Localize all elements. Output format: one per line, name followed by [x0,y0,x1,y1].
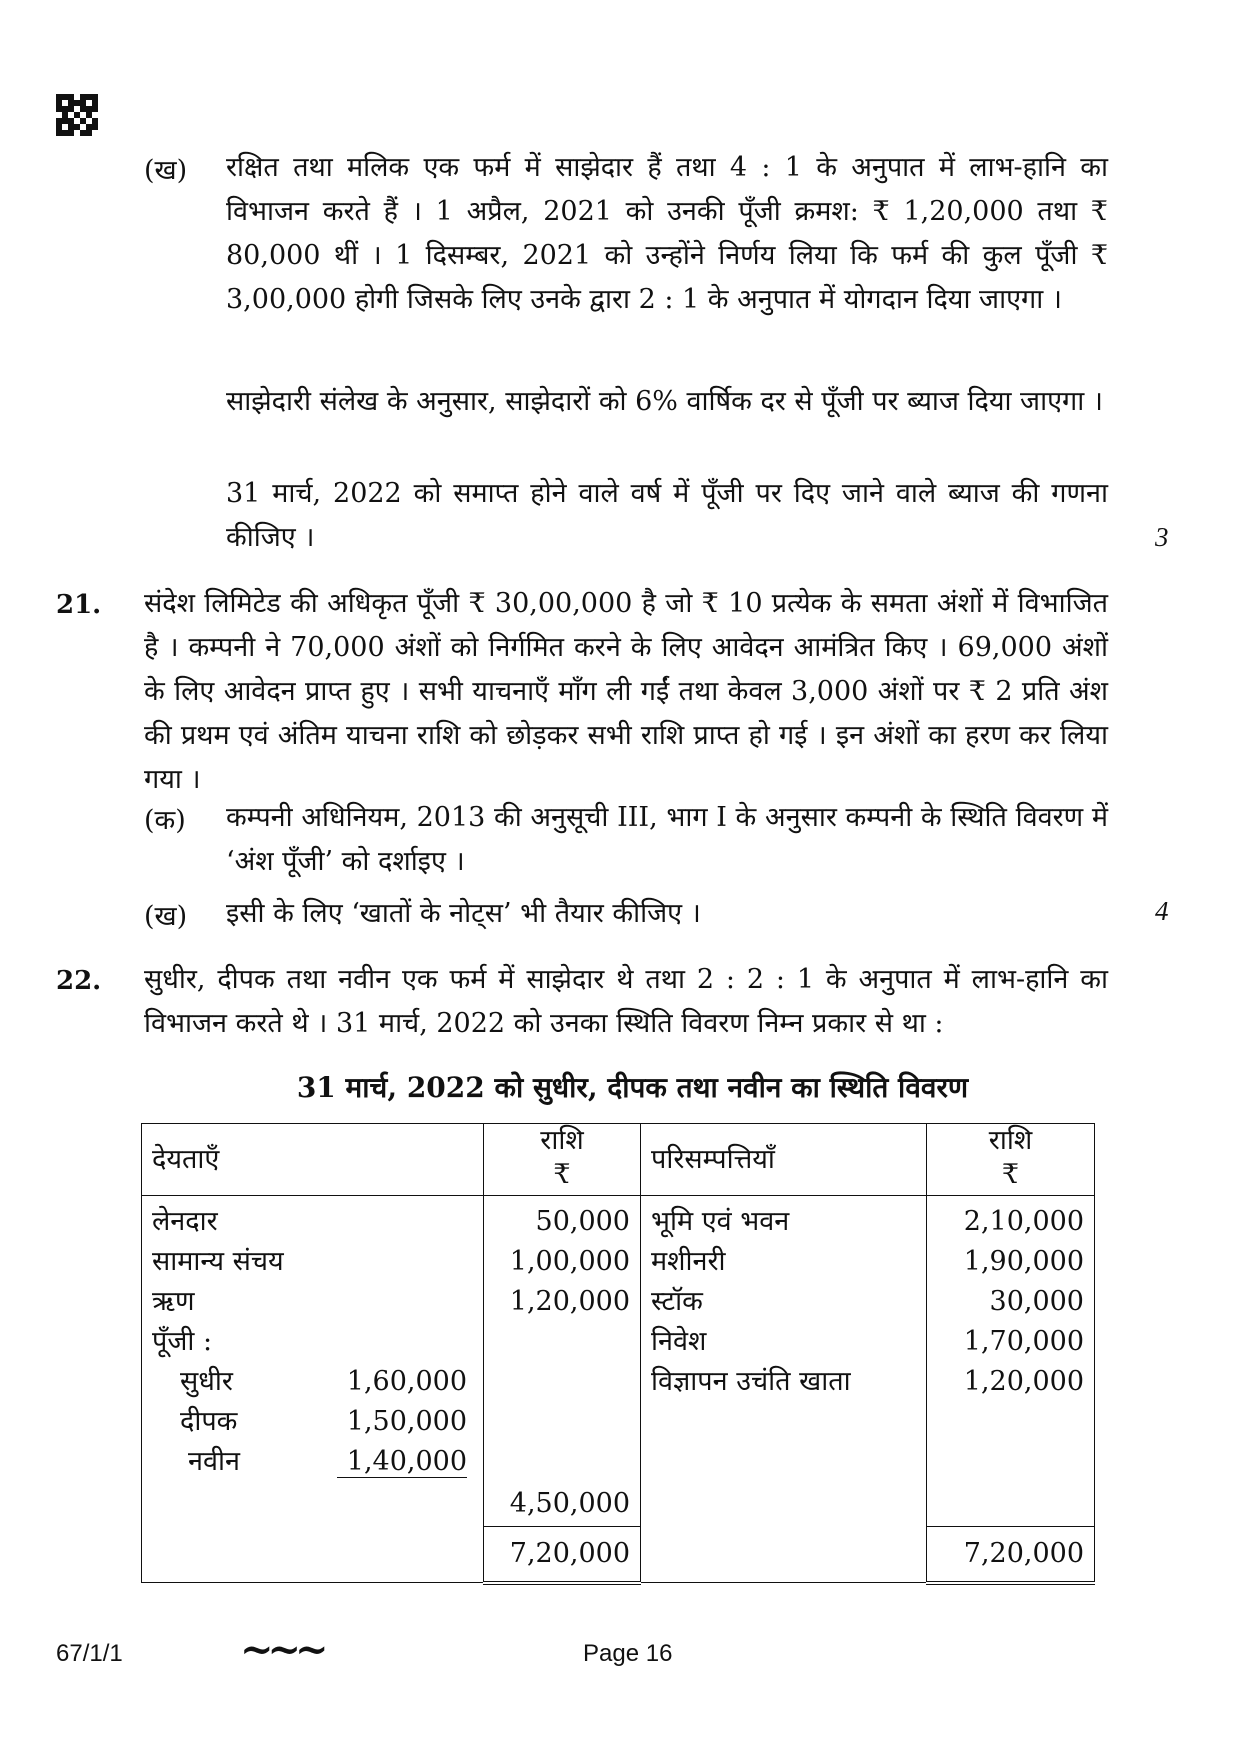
balance-sheet [141,1123,1095,1585]
asset-amount: 1,70,000 [963,1326,1084,1357]
asset-amount: 1,90,000 [963,1246,1084,1277]
total-assets: 7,20,000 [927,1527,1095,1583]
capital-name: सुधीर [180,1366,233,1397]
assets-header: परिसम्पत्तियाँ [641,1124,927,1196]
liability-loan: ऋण [152,1286,195,1317]
q21a-text: कम्पनी अधिनियम, 2013 की अनुसूची III, भाग I के अनुसार कम्पनी के स्थिति विवरण में ‘अंश पूँजी’ को दर्शाइए । [226,802,1108,877]
asset-land-building: भूमि एवं भवन [651,1206,790,1237]
assets-names [641,1196,927,1527]
q21b-text: इसी के लिए ‘खातों के नोट्स’ भी तैयार कीजिए । [226,898,701,929]
amount-label: राशि [988,1125,1033,1156]
q21b-label: (ख) [144,901,188,932]
liability-amount: 50,000 [535,1206,630,1237]
liabilities-header: देयताएँ [142,1124,484,1196]
page-number: Page 16 [583,1640,673,1667]
asset-advertisement-suspense: विज्ञापन उचंति खाता [651,1366,851,1397]
capital-amount: 1,50,000 [346,1406,467,1437]
balance-sheet-table [141,1123,1095,1585]
q21-text: संदेश लिमिटेड की अधिकृत पूँजी ₹ 30,00,000 है जो ₹ 10 प्रत्येक के समता अंशों में विभाजित है । कम्पनी ने 70,000 अंशों को निर्गमित करने के लिए आवेदन आमंत्रित किए । 69,000 अंशों के लिए आवेदन प्राप्त हुए । सभी याचनाएँ माँग ली गईं तथा केवल 3,000 अंशों पर ₹ 2 प्रति अंश की प्रथम एवं अंतिम याचना राशि को छोड़कर सभी राशि प्राप्त हो गई । इन अंशों का हरण कर लिया गया । [144,588,1108,795]
liability-general-reserve: सामान्य संचय [152,1246,284,1277]
capital-name: नवीन [188,1446,240,1477]
asset-machinery: मशीनरी [651,1246,726,1277]
liabilities-amount-header [484,1124,641,1196]
amount-label: राशि [540,1125,584,1156]
asset-stock: स्टॉक [651,1286,703,1317]
liability-amount: 1,00,000 [509,1246,630,1277]
q21a-label: (क) [144,805,186,836]
assets-amount-header [927,1124,1095,1196]
currency-label: ₹ [1001,1159,1020,1190]
capital-name: दीपक [180,1406,238,1437]
liability-creditors: लेनदार [152,1206,218,1237]
assets-amounts [927,1196,1095,1527]
q21-number: 21. [56,590,102,620]
capital-row-naveen [152,1442,473,1482]
liabilities-names [142,1196,484,1527]
q20b-paragraph-3: 31 मार्च, 2022 को समाप्त होने वाले वर्ष में पूँजी पर दिए जाने वाले ब्याज की गणना कीजिए । [226,478,1108,553]
liabilities-amounts [484,1196,641,1527]
capital-row-deepak [152,1402,473,1442]
total-liabilities: 7,20,000 [484,1527,641,1583]
q21-marks: 4 [1155,896,1169,926]
asset-amount: 2,10,000 [963,1206,1084,1237]
tilde-mark: ~~~ [240,1626,323,1673]
asset-amount: 1,20,000 [963,1366,1084,1397]
q22-text: सुधीर, दीपक तथा नवीन एक फर्म में साझेदार थे तथा 2 : 2 : 1 के अनुपात में लाभ-हानि का विभाजन करते थे । 31 मार्च, 2022 को उनका स्थिति विवरण निम्न प्रकार से था : [144,964,1108,1039]
liability-capital: पूँजी : [152,1326,213,1357]
q20b-marks: 3 [1155,522,1169,552]
q20b-paragraph-1: रक्षित तथा मलिक एक फर्म में साझेदार हैं तथा 4 : 1 के अनुपात में लाभ-हानि का विभाजन करते हैं । 1 अप्रैल, 2021 को उनकी पूँजी क्रमश: ₹ 1,20,000 तथा ₹ 80,000 थीं । 1 दिसम्बर, 2021 को उन्होंने निर्णय लिया कि फर्म की कुल पूँजी ₹ 3,00,000 होगी जिसके लिए उनके द्वारा 2 : 1 के अनुपात में योगदान दिया जाएगा । [226,152,1108,315]
asset-amount: 30,000 [989,1286,1084,1317]
capital-amount: 1,40,000 [337,1446,467,1478]
q20b-paragraph-2: साझेदारी संलेख के अनुसार, साझेदारों को 6% वार्षिक दर से पूँजी पर ब्याज दिया जाएगा । [226,386,1104,417]
capital-row-sudhir [152,1362,473,1402]
currency-label: ₹ [553,1159,571,1190]
q22-number: 22. [56,966,102,996]
liability-amount: 1,20,000 [509,1286,630,1317]
table-title: 31 मार्च, 2022 को सुधीर, दीपक तथा नवीन का स्थिति विवरण [296,1071,969,1104]
qr-code [56,94,98,136]
q20b-label: (ख) [144,155,188,186]
asset-investment: निवेश [651,1326,707,1357]
capital-total: 4,50,000 [509,1488,630,1519]
paper-code: 67/1/1 [56,1640,123,1667]
capital-amount: 1,60,000 [346,1366,467,1397]
